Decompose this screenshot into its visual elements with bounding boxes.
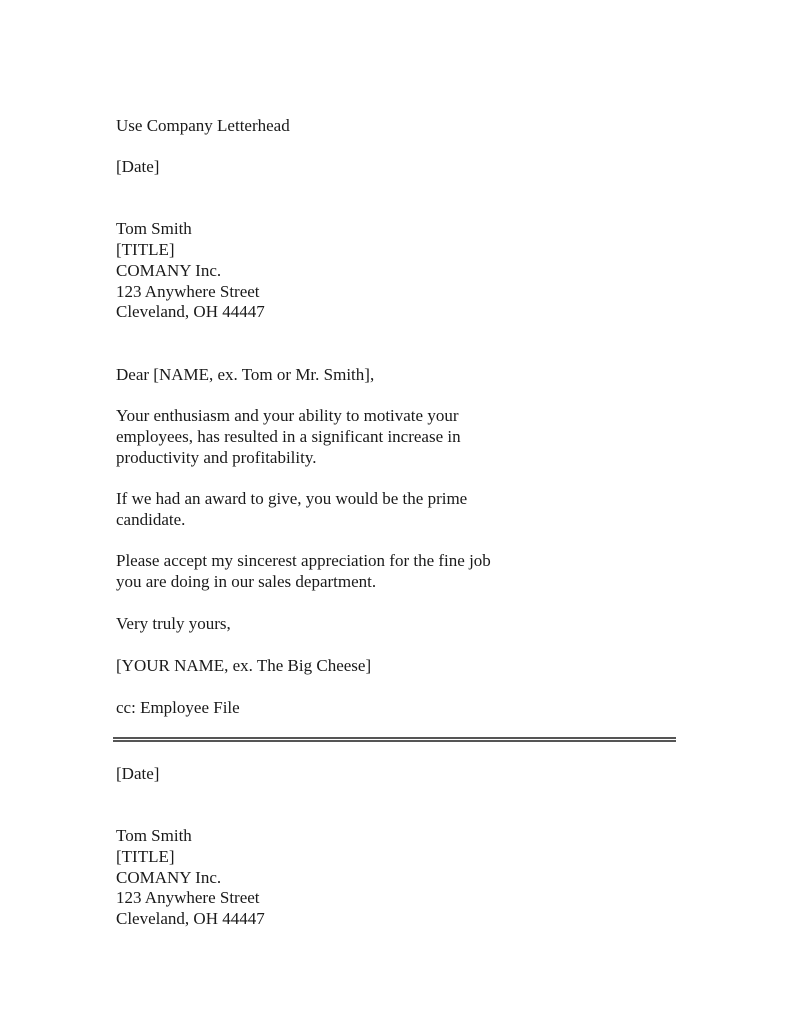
- recipient-city-state-zip: Cleveland, OH 44447: [116, 302, 265, 321]
- cc-line: cc: Employee File: [116, 698, 240, 717]
- recipient-name: Tom Smith: [116, 826, 192, 845]
- paragraph-line: Please accept my sincerest appreciation for the fine job: [116, 551, 491, 570]
- salutation: Dear [NAME, ex. Tom or Mr. Smith],: [116, 365, 375, 384]
- paragraph-line: employees, has resulted in a significant increase in: [116, 427, 461, 446]
- recipient-street: 123 Anywhere Street: [116, 888, 260, 907]
- paragraph-line: productivity and profitability.: [116, 448, 317, 467]
- recipient-street: 123 Anywhere Street: [116, 282, 260, 301]
- paragraph-line: Your enthusiasm and your ability to motivate your: [116, 406, 459, 425]
- recipient-city-state-zip: Cleveland, OH 44447: [116, 909, 265, 928]
- second-copy-date: [Date]: [116, 764, 160, 783]
- letter-date: [Date]: [116, 157, 160, 176]
- recipient-company: COMANY Inc.: [116, 261, 222, 280]
- signature: [YOUR NAME, ex. The Big Cheese]: [116, 656, 372, 675]
- divider-rule-top: [113, 737, 676, 739]
- closing: Very truly yours,: [116, 614, 231, 633]
- paragraph-line: candidate.: [116, 510, 186, 529]
- double-line-divider: [113, 737, 676, 742]
- recipient-company: COMANY Inc.: [116, 868, 222, 887]
- recipient-title: [TITLE]: [116, 847, 175, 866]
- divider-rule-bottom: [113, 740, 676, 742]
- recipient-name: Tom Smith: [116, 219, 192, 238]
- paragraph-line: If we had an award to give, you would be the prime: [116, 489, 468, 508]
- recipient-title: [TITLE]: [116, 240, 175, 259]
- paragraph-line: you are doing in our sales department.: [116, 572, 377, 591]
- letterhead-note: Use Company Letterhead: [116, 116, 290, 135]
